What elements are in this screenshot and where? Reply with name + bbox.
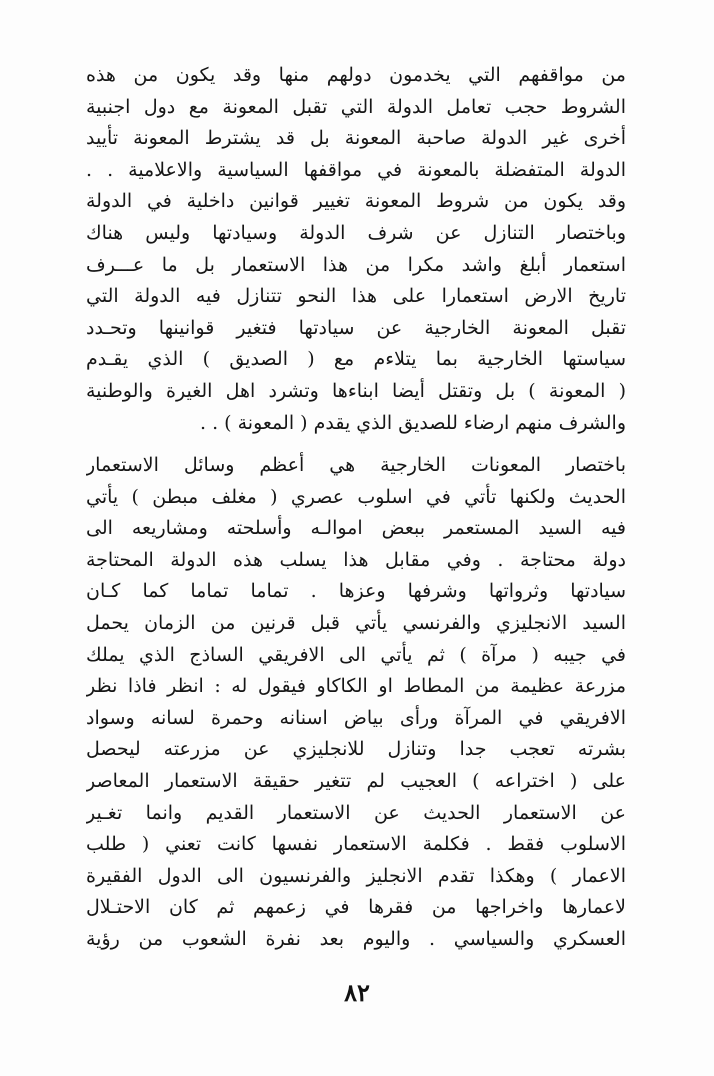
text-line: لاعمارها واخراجها من فقرها في زعمهم ثم كان الاحتـلال bbox=[86, 896, 626, 919]
text-line: وقد يكون من شروط المعونة تغيير قوانين داخلية في الدولة bbox=[86, 190, 626, 213]
text-line: الحديث ولكنها تأتي في اسلوب عصري ( مغلف مبطن ) يأتي bbox=[86, 485, 626, 508]
text-line: عن الاستعمار الحديث عن الاستعمار القديم وانما تغـير bbox=[86, 801, 626, 824]
text-line: فيه السيد المستعمر ببعض اموالـه وأسلحته ومشاريعه الى bbox=[86, 517, 626, 540]
text-line: تاريخ الارض استعمارا على هذا النحو تتنازل فيه الدولة التي bbox=[86, 285, 626, 308]
text-line: من مواقفهم التي يخدمون دولهم منها وقد يكون من هذه bbox=[86, 64, 626, 86]
text-line: الاعمار ) وهكذا تقدم الانجليز والفرنسيون الى الدول الفقيرة bbox=[86, 864, 626, 887]
text-line: تقبل المعونة الخارجية عن سيادتها فتغير قوانينها وتحـدد bbox=[86, 316, 626, 339]
text-line: سياستها الخارجية بما يتلاءم مع ( الصديق ) الذي يقـدم bbox=[86, 348, 626, 371]
text-line: في جيبه ( مرآة ) ثم يأتي الى الافريقي الساذج الذي يملك bbox=[86, 643, 626, 666]
paragraph-2 bbox=[86, 450, 626, 956]
text-line: والشرف منهم ارضاء للصديق الذي يقدم ( المعونة ) . . bbox=[199, 411, 626, 434]
text-line: أخرى غير الدولة صاحبة المعونة بل قد يشترط المعونة تأييد bbox=[86, 127, 626, 150]
text-line: ( المعونة ) بل وتقتل أيضا ابناءها وتشرد اهل الغيرة والوطنية bbox=[86, 379, 626, 402]
text-line: دولة محتاجة . وفي مقابل هذا يسلب هذه الدولة المحتاجة bbox=[86, 548, 626, 571]
text-line: بشرته تعجب جدا وتنازل للانجليزي عن مزرعته ليحصل bbox=[86, 738, 626, 761]
paragraph-1 bbox=[86, 60, 626, 439]
text-line: على ( اختراعه ) العجيب لم تتغير حقيقة الاستعمار المعاصر bbox=[86, 769, 626, 792]
text-line: مزرعة عظيمة من المطاط او الكاكاو فيقول له : انظر فاذا نظر bbox=[86, 675, 626, 698]
text-line: استعمار أبلغ واشد مكرا من هذا الاستعمار بل ما عـــرف bbox=[86, 253, 626, 276]
text-line: وباختصار التنازل عن شرف الدولة وسيادتها وليس هناك bbox=[86, 221, 626, 244]
text-line: الاسلوب فقط . فكلمة الاستعمار نفسها كانت تعني ( طلب bbox=[86, 833, 626, 856]
text-line: الشروط حجب تعامل الدولة التي تقبل المعونة مع دول اجنبية bbox=[86, 95, 626, 118]
text-line: سيادتها وثرواتها وشرفها وعزها . تماما تماما كما كـان bbox=[86, 580, 626, 603]
text-line: الدولة المتفضلة بالمعونة في مواقفها السياسية والاعلامية . . bbox=[86, 158, 626, 181]
text-line: العسكري والسياسي . واليوم بعد نفرة الشعوب من رؤية bbox=[86, 927, 626, 950]
text-line: الافريقي في المرآة ورأى بياض اسنانه وحمرة لسانه وسواد bbox=[86, 706, 626, 729]
page-number: ٨٢ bbox=[344, 978, 370, 1007]
text-line: السيد الانجليزي والفرنسي يأتي قبل قرنين من الزمان يحمل bbox=[86, 611, 626, 634]
text-line: باختصار المعونات الخارجية هي أعظم وسائل الاستعمار bbox=[86, 454, 626, 476]
